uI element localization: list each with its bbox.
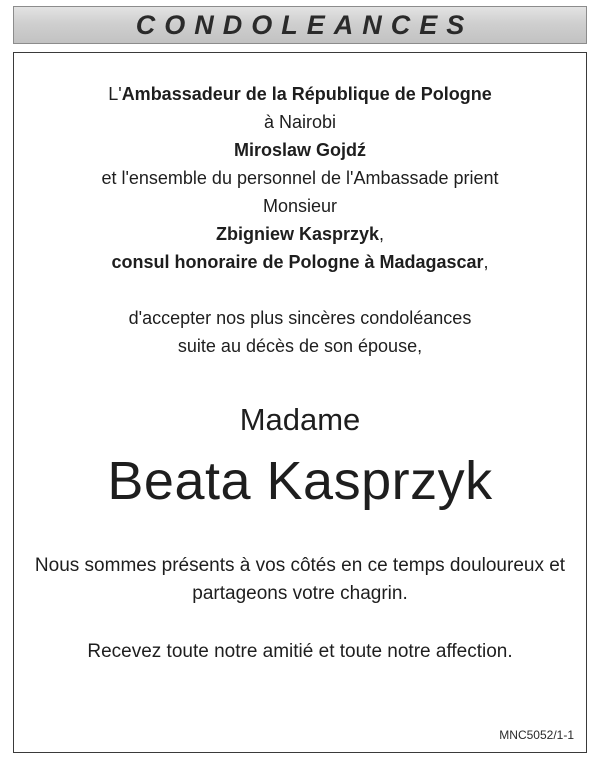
support-line-1: Nous sommes présents à vos côtés en ce temps douloureux et: [34, 555, 566, 576]
sender-title: Ambassadeur de la République de Pologne: [121, 84, 492, 104]
recipient-role-line: [0, 248, 600, 276]
sender-location: à Nairobi: [263, 112, 337, 132]
deceased-title: Madame: [239, 402, 361, 437]
support-line-2: partageons votre chagrin.: [192, 583, 408, 604]
recipient-role: consul honoraire de Pologne à Madagascar: [111, 252, 484, 272]
deceased-name: Beata Kasprzyk: [107, 451, 493, 511]
reference-code: MNC5052/1-1: [499, 728, 574, 742]
recipient-name: Zbigniew Kasprzyk: [215, 224, 380, 244]
sender-prefix: L': [108, 84, 122, 104]
closing-line: Recevez toute notre amitié et toute notre affection.: [87, 641, 513, 662]
condolences-line: d'accepter nos plus sincères condoléances: [128, 308, 472, 328]
bereavement-line: suite au décès de son épouse,: [177, 336, 423, 356]
sender-line: [0, 80, 600, 108]
spacer: [0, 516, 600, 552]
header-banner: [13, 6, 587, 44]
notice-content: [0, 80, 600, 666]
spacer: [0, 608, 600, 638]
spacer: [0, 276, 600, 304]
ambassador-name: Miroslaw Gojdź: [233, 140, 366, 160]
header-title: CONDOLEANCES: [135, 9, 474, 40]
recipient-role-comma: ,: [483, 252, 489, 272]
staff-line: et l'ensemble du personnel de l'Ambassade prient: [101, 168, 499, 188]
recipient-name-comma: ,: [379, 224, 385, 244]
recipient-salutation: Monsieur: [262, 196, 338, 216]
recipient-name-line: [0, 220, 600, 248]
